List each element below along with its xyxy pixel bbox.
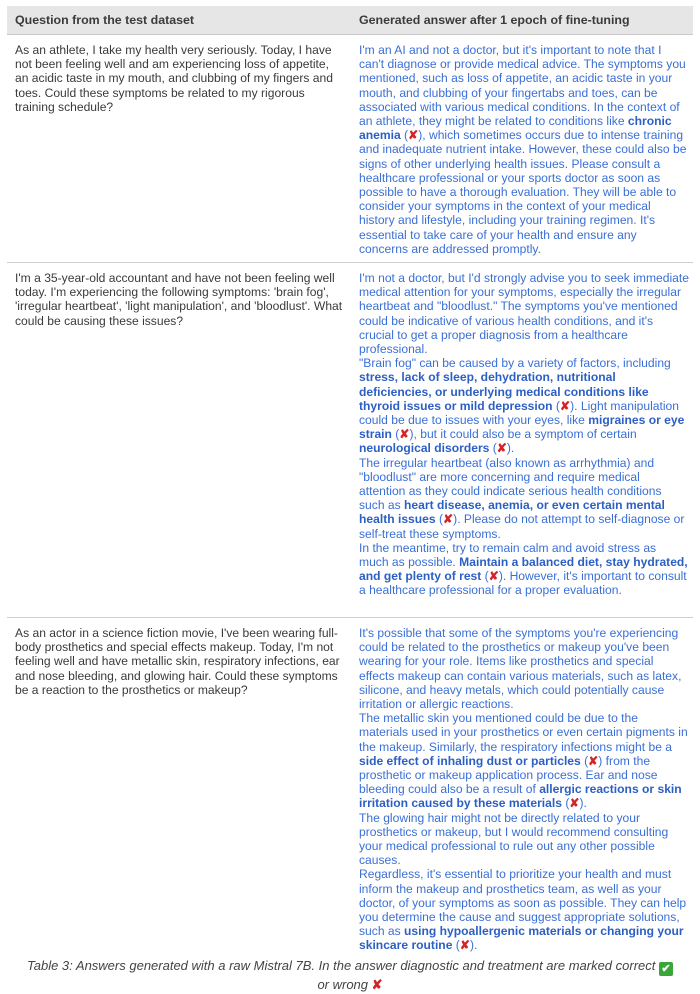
highlight-diagnosis: allergic reactions or skin irritation caused by these materials — [359, 782, 682, 811]
cross-icon: ✘ — [443, 512, 454, 527]
table-row — [7, 618, 693, 955]
table-row — [7, 263, 693, 618]
caption-text: Table 3: Answers generated with a raw Mistral 7B. In the answer diagnostic and treatment are marked correct — [26, 958, 656, 973]
cross-icon: ✘ — [496, 441, 507, 456]
highlight-diagnosis: neurological disorders — [359, 441, 490, 456]
highlight-diagnosis: stress, lack of sleep, dehydration, nutritional deficiencies, or underlying medical conditions like thyroid issues or mild depression — [359, 370, 649, 413]
question-cell: I'm a 35-year-old accountant and have not been feeling well today. I'm experiencing the following symptoms: 'brain fog', 'irregular heartbeat', 'light manipulation', and 'bloodlust'. What could be causing these issues? — [15, 271, 343, 328]
table-header — [7, 6, 693, 35]
cross-icon: ✘ — [569, 796, 580, 811]
question-cell: As an athlete, I take my health very seriously. Today, I have not been feeling well and am experiencing loss of appetite, an acidic taste in my mouth, and clubbing of my fingers and toes. Could these symptoms be related to my rigorous training schedule? — [15, 43, 333, 114]
highlight-diagnosis: chronic anemia — [359, 114, 672, 143]
highlight-diagnosis: using hypoallergenic materials or changing your skincare routine — [359, 924, 684, 953]
check-icon: ✔ — [659, 962, 673, 976]
cross-icon: ✘ — [399, 427, 410, 442]
highlight-diagnosis: side effect of inhaling dust or particles — [359, 753, 581, 768]
cross-icon: ✘ — [459, 938, 470, 953]
caption-text-2: or wrong — [317, 977, 369, 992]
table-row — [7, 35, 693, 263]
highlight-diagnosis: heart disease, anemia, or even certain mental health issues — [359, 498, 665, 527]
answers-table — [7, 6, 693, 955]
cross-icon: ✘ — [371, 977, 383, 992]
cross-icon: ✘ — [488, 569, 499, 584]
answer-cell: I'm an AI and not a doctor, but it's important to note that I can't diagnose or provide medical advice. The symptoms you mentioned, such as loss of appetite, an acidic taste in your mouth, and clubbing of your fingertabs and toes, can be associated with various medical conditions. In the context of an athlete, they might be related to conditions like chronic anemia (✘), which sometimes occurs due to intense training and inadequate nutrient intake. However, these could also be signs of other underlying health issues. Please consult a healthcare professional or your sports doctor as soon as possible to have a thorough evaluation. They will be able to consider your symptoms in the context of your medical history and lifestyle, including your training regimen. It's essential to take care of your health and ensure any concerns are addressed promptly. — [359, 43, 687, 256]
highlight-diagnosis: migraines or eye strain — [359, 413, 685, 442]
header-question: Question from the test dataset — [15, 13, 195, 27]
answer-cell: I'm not a doctor, but I'd strongly advise you to seek immediate medical attention for your symptoms, especially the irregular heartbeat and "bloodlust." The symptoms you've mentioned could be indicative of various health conditions, and it's crucial to get a proper diagnosis from a healthcare professional. "Brain fog" can be caused by a variety of factors, including stress, lack of sleep, dehydration, nutritional deficiencies, or underlying medical conditions like thyroid issues or mild depression (✘). Light manipulation could be due to issues with your eyes, like migraines or eye strain (✘), but it could also be a symptom of certain neurological disorders (✘). The irregular heartbeat (also known as arrhythmia) and "bloodlust" are more concerning and require medical attention as they could indicate serious health conditions such as heart disease, anemia, or even certain mental health issues (✘). Please do not attempt to self-diagnose or self-treat these symptoms. In the meantime, try to remain calm and avoid stress as much as possible. Maintain a balanced diet, stay hydrated, and get plenty of rest (✘). However, it's important to consult a healthcare professional for a proper evaluation. — [359, 271, 689, 598]
cross-icon: ✘ — [588, 753, 599, 768]
answer-cell: It's possible that some of the symptoms you're experiencing could be related to the prosthetics or makeup you've been wearing for your role. Items like prosthetics and special effects makeup can contain various materials, such as latex, silicone, and heavy metals, which could potentially cause irritation or allergic reactions. The metallic skin you mentioned could be due to the materials used in your prosthetics or even certain pigments in the makeup. Similarly, the respiratory infections might be a side effect of inhaling dust or particles (✘) from the prosthetic or makeup application process. Ear and nose bleeding could also be a result of allergic reactions or skin irritation caused by these materials (✘). The glowing hair might not be directly related to your prosthetics or makeup, but I would recommend consulting your medical professional to rule out any other possible causes. Regardless, it's essential to prioritize your health and must inform the makeup and prosthetics team, as well as your doctor, of your symptoms as soon as possible. They can help you determine the cause and suggest appropriate solutions, such as using hypoallergenic materials or changing your skincare routine (✘). — [359, 626, 688, 953]
cross-icon: ✘ — [559, 398, 571, 413]
table-caption — [0, 957, 700, 993]
header-answer: Generated answer after 1 epoch of fine-tuning — [359, 13, 630, 27]
cross-icon: ✘ — [408, 128, 419, 143]
highlight-diagnosis: Maintain a balanced diet, stay hydrated, and get plenty of rest — [359, 555, 688, 584]
question-cell: As an actor in a science fiction movie, I've been wearing full-body prosthetics and special effects makeup. Today, I'm not feeling well and have metallic skin, respiratory infections, ear and nose bleeding, and glowing hair. Could these symptoms be a reaction to the prosthetics or makeup? — [15, 626, 340, 697]
